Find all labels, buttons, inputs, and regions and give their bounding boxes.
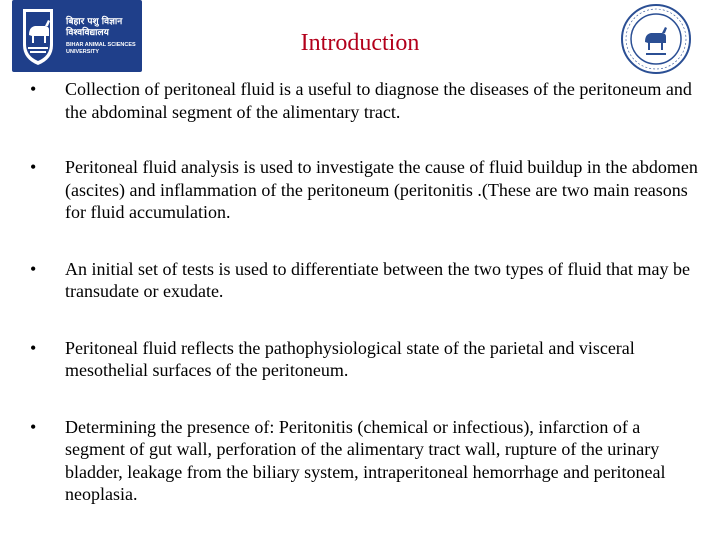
bullet-text: Determining the presence of: Peritonitis (chemical or infectious), infarction of a segment of gut wall, perforation of the alimentary tract wall, rupture of the urinary bladder, leakage from the biliary system, intraperitoneal hemorrhage and peritoneal neoplasia. [65,416,666,504]
logo-english-line2: UNIVERSITY [66,48,100,55]
bullet-text: An initial set of tests is used to differentiate between the two types of fluid that may be transudate or exudate. [65,258,691,301]
list-item [30,78,700,123]
list-item [30,416,700,506]
logo-hindi-line1: बिहार पशु विज्ञान [66,16,123,27]
list-item [30,337,700,382]
list-item [30,156,700,224]
bullet-icon: • [30,79,37,99]
bullet-list [30,78,700,506]
bullet-text: Peritoneal fluid analysis is used to investigate the cause of fluid buildup in the abdomen (ascites) and inflammation of the peritoneum (peritonitis .(These are two main reasons for fluid accumulation. [65,157,698,222]
list-item [30,258,700,303]
bullet-icon: • [30,157,37,177]
logo-english-line1: BIHAR ANIMAL SCIENCES [66,41,136,48]
bullet-text: Collection of peritoneal fluid is a useful to diagnose the diseases of the peritoneum and the abdominal segment of the alimentary tract. [65,79,692,122]
page-title: Introduction [300,30,420,56]
bullet-icon: • [30,337,37,358]
bullet-icon: • [30,258,37,279]
bullet-text: Peritoneal fluid reflects the pathophysiological state of the parietal and visceral mesothelial surfaces of the peritoneum. [65,337,635,380]
bullet-icon: • [30,416,37,437]
logo-hindi-line2: विश्वविद्यालय [66,27,109,38]
